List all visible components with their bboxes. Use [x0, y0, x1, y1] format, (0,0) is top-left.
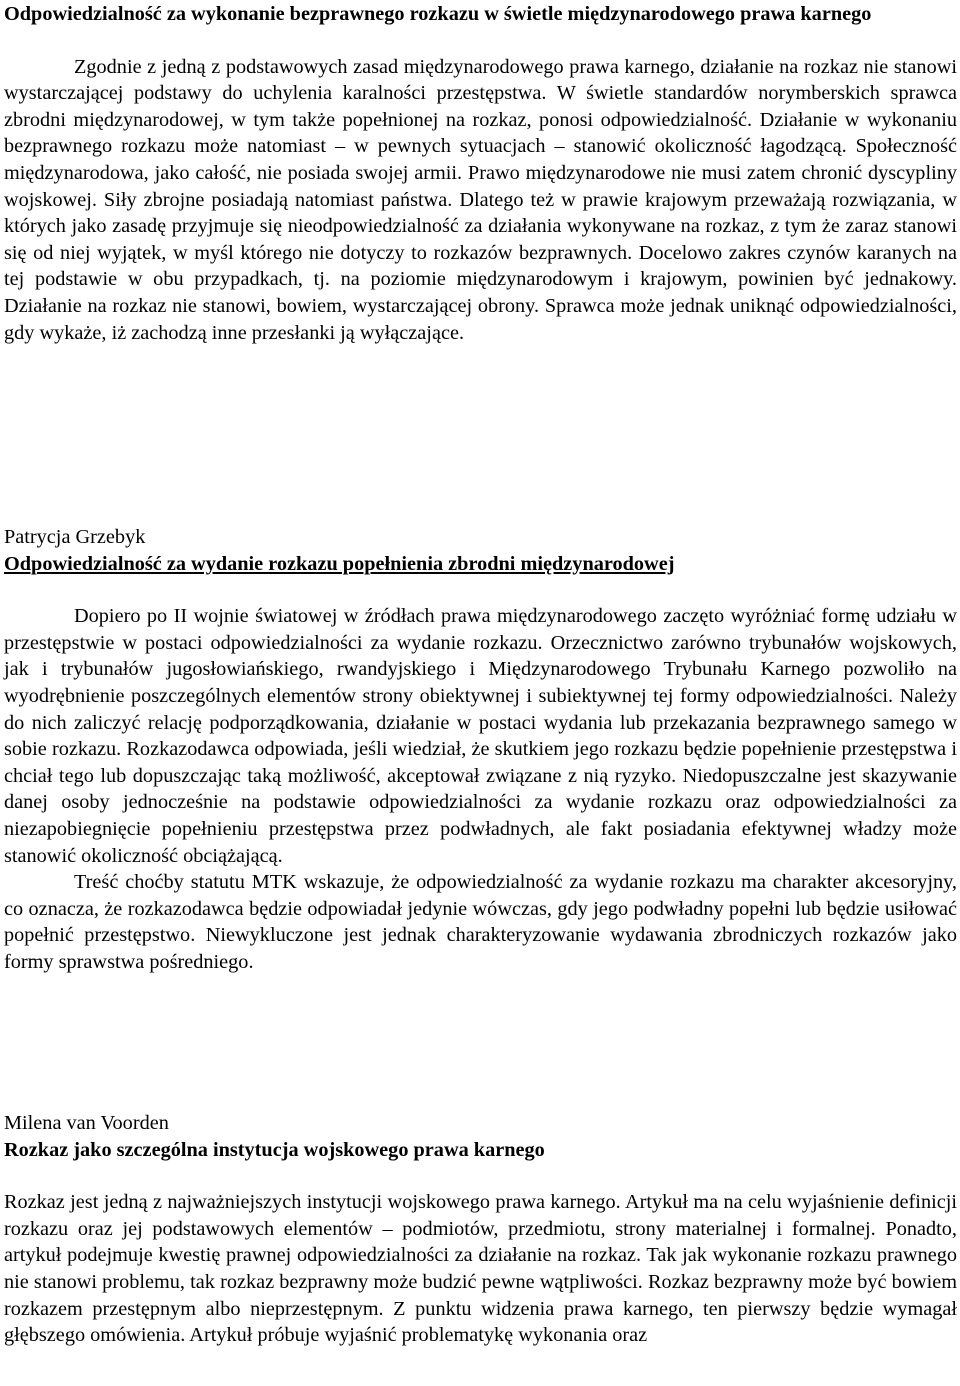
article-section-3	[4, 1110, 957, 1349]
article-title: Odpowiedzialność za wydanie rozkazu popełnienia zbrodni międzynarodowej	[4, 552, 675, 575]
abstract-paragraph: Dopiero po II wojnie światowej w źródłach prawa międzynarodowego zaczęto wyróżniać formę udziału w przestępstwie w postaci odpowiedzialności za wydanie rozkazu. Orzecznictwo zarówno trybunałów wojskowych, jak i trybunałów jugosłowiańskiego, rwandyjskiego i Międzynarodowego Trybunału Karnego pozwoliło na wyodrębnienie poszczególnych elementów strony obiektywnej i subiektywnej tej formy odpowiedzialności. Należy do nich zaliczyć relację podporządkowania, działanie w postaci wydania lub przekazania bezprawnego samego w sobie rozkazu. Rozkazodawca odpowiada, jeśli wiedział, że skutkiem jego rozkazu będzie popełnienie przestępstwa i chciał tego lub dopuszczając taką możliwość, akceptował związane z nią ryzyko. Niedopuszczalne jest skazywanie danej osoby jednocześnie na podstawie odpowiedzialności za wydanie rozkazu oraz odpowiedzialności za niezapobiegnięcie popełnieniu przestępstwa przez podwładnych, ale fakt posiadania efektywnej władzy może stanowić okoliczność obciążającą.	[4, 605, 957, 867]
article-author: Milena van Voorden	[4, 1112, 169, 1134]
abstract-paragraph: Rozkaz jest jedną z najważniejszych instytucji wojskowego prawa karnego. Artykuł ma na celu wyjaśnienie definicji rozkazu oraz jej podstawowych elementów – podmiotów, przedmiotu, strony materialnej i formalnej. Ponadto, artykuł podejmuje kwestię prawnej odpowiedzialności za działanie na rozkaz. Tak jak wykonanie rozkazu prawnego nie stanowi problemu, tak rozkaz bezprawny może budzić pewne wątpliwości. Rozkaz bezprawny może być bowiem rozkazem przestępnym albo nieprzestępnym. Z punktu widzenia prawa karnego, ten pierwszy będzie wymagał głębszego omówienia. Artykuł próbuje wyjaśnić problematykę wykonania oraz	[4, 1191, 957, 1347]
article-author: Patrycja Grzebyk	[4, 526, 146, 548]
spacer	[4, 28, 957, 54]
abstract-paragraph: Zgodnie z jedną z podstawowych zasad międzynarodowego prawa karnego, działanie na rozkaz nie stanowi wystarczającej podstawy do uchylenia karalności przestępstwa. W świetle standardów norymberskich sprawca zbrodni międzynarodowej, w tym także popełnionej na rozkaz, ponosi odpowiedzialność. Działanie w wykonaniu bezprawnego rozkazu może natomiast – w pewnych sytuacjach – stanowić okoliczność łagodzącą. Społeczność międzynarodowa, jako całość, nie posiada swojej armii. Prawo międzynarodowe nie musi zatem chronić dyscypliny wojskowej. Siły zbrojne posiadają natomiast państwa. Dlatego też w prawie krajowym przeważają rozwiązania, w których jako zasadę przyjmuje się nieodpowiedzialność za działania wykonywane na rozkaz, z tym że zaraz stanowi się od niej wyjątek, w myśl którego nie dotyczy to rozkazów bezprawnych. Docelowo zakres czynów karanych na tej podstawie w obu przypadkach, tj. na poziomie międzynarodowym i krajowym, powinien być jednakowy. Działanie na rozkaz nie stanowi, bowiem, wystarczającej obrony. Sprawca może jednak uniknąć odpowiedzialności, gdy wykaże, iż zachodzą inne przesłanki ją wyłączające.	[4, 55, 957, 344]
article-title: Rozkaz jako szczególna instytucja wojskowego prawa karnego	[4, 1138, 545, 1161]
abstract-paragraph: Treść choćby statutu MTK wskazuje, że odpowiedzialność za wydanie rozkazu ma charakter akcesoryjny, co oznacza, że rozkazodawca będzie odpowiadał jedynie wówczas, gdy jego podwładny popełni lub będzie usiłować popełnić przestępstwo. Niewykluczone jest jednak charakteryzowanie wydawania zbrodniczych rozkazów jako formy sprawstwa pośredniego.	[4, 871, 957, 973]
article-title: Odpowiedzialność za wykonanie bezprawnego rozkazu w świetle międzynarodowego prawa karnego	[4, 3, 872, 25]
article-section-1	[4, 1, 957, 346]
spacer	[4, 577, 957, 603]
article-section-2	[4, 524, 957, 976]
spacer	[4, 1163, 957, 1189]
